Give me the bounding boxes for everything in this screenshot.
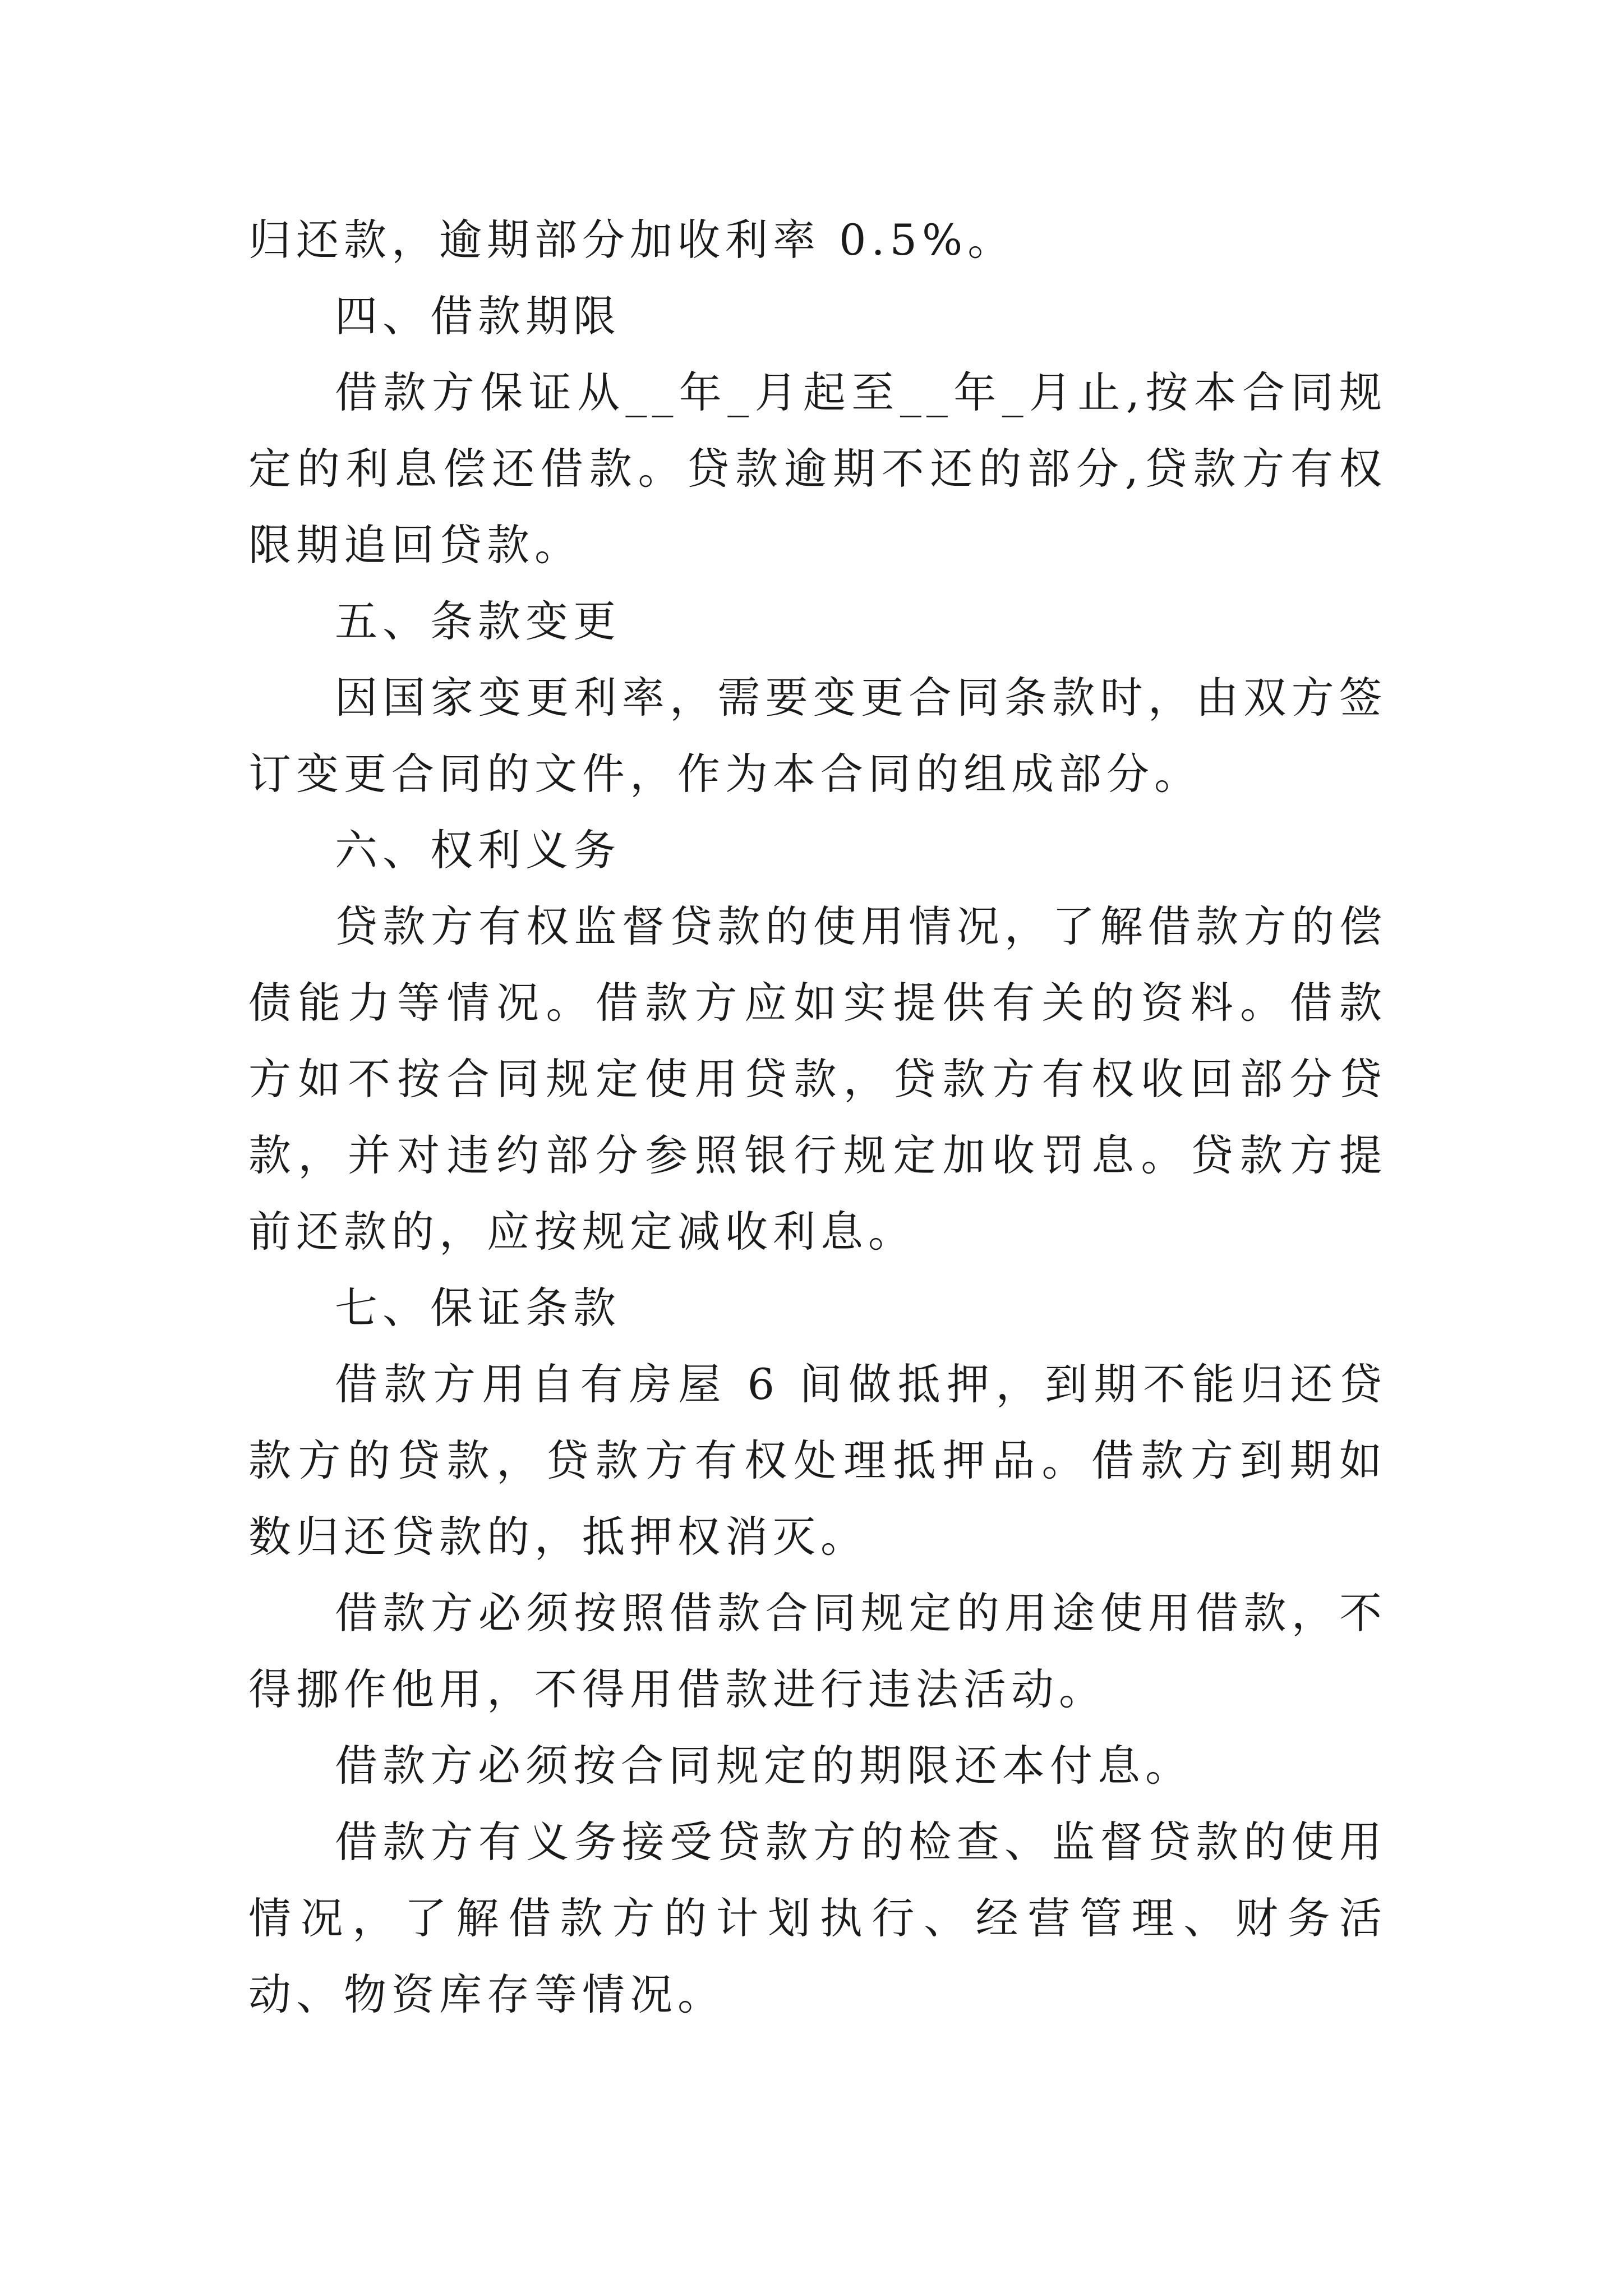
heading-rights-obligations: 六、权利义务 (335, 825, 621, 875)
paragraph-rights-obligations: 贷款方有权监督贷款的使用情况，了解借款方的偿债能力等情况。借款方应如实提供有关的资料。借款方如不按合同规定使用贷款，贷款方有权收回部分贷款，并对违约部分参照银行规定加收罚息。贷款方提前还款的，应按规定减收利息。 (248, 901, 1387, 1257)
heading-clause-change: 五、条款变更 (335, 596, 621, 646)
paragraph-guarantee-repayment: 借款方必须按合同规定的期限还本付息。 (335, 1741, 1193, 1791)
heading-loan-term: 四、借款期限 (335, 291, 621, 341)
paragraph-clause-change: 因国家变更利率，需要变更合同条款时，由双方签订变更合同的文件，作为本合同的组成部分。 (248, 673, 1387, 799)
paragraph-guarantee-usage: 借款方必须按照借款合同规定的用途使用借款，不得挪作他用，不得用借款进行违法活动。 (248, 1588, 1387, 1714)
heading-guarantee-clause: 七、保证条款 (335, 1283, 621, 1333)
document-body (248, 202, 1387, 2033)
paragraph-loan-term: 借款方保证从__年_月起至__年_月止,按本合同规定的利息偿还借款。贷款逾期不还的部分,贷款方有权限期追回贷款。 (248, 367, 1387, 570)
paragraph-guarantee-inspection: 借款方有义务接受贷款方的检查、监督贷款的使用情况，了解借款方的计划执行、经营管理、财务活动、物资库存等情况。 (248, 1817, 1387, 2019)
paragraph-repayment-overdue: 归还款，逾期部分加收利率 0.5%。 (248, 215, 1016, 265)
paragraph-guarantee-mortgage: 借款方用自有房屋 6 间做抵押，到期不能归还贷款方的贷款，贷款方有权处理抵押品。借款方到期如数归还贷款的，抵押权消灭。 (248, 1359, 1387, 1562)
